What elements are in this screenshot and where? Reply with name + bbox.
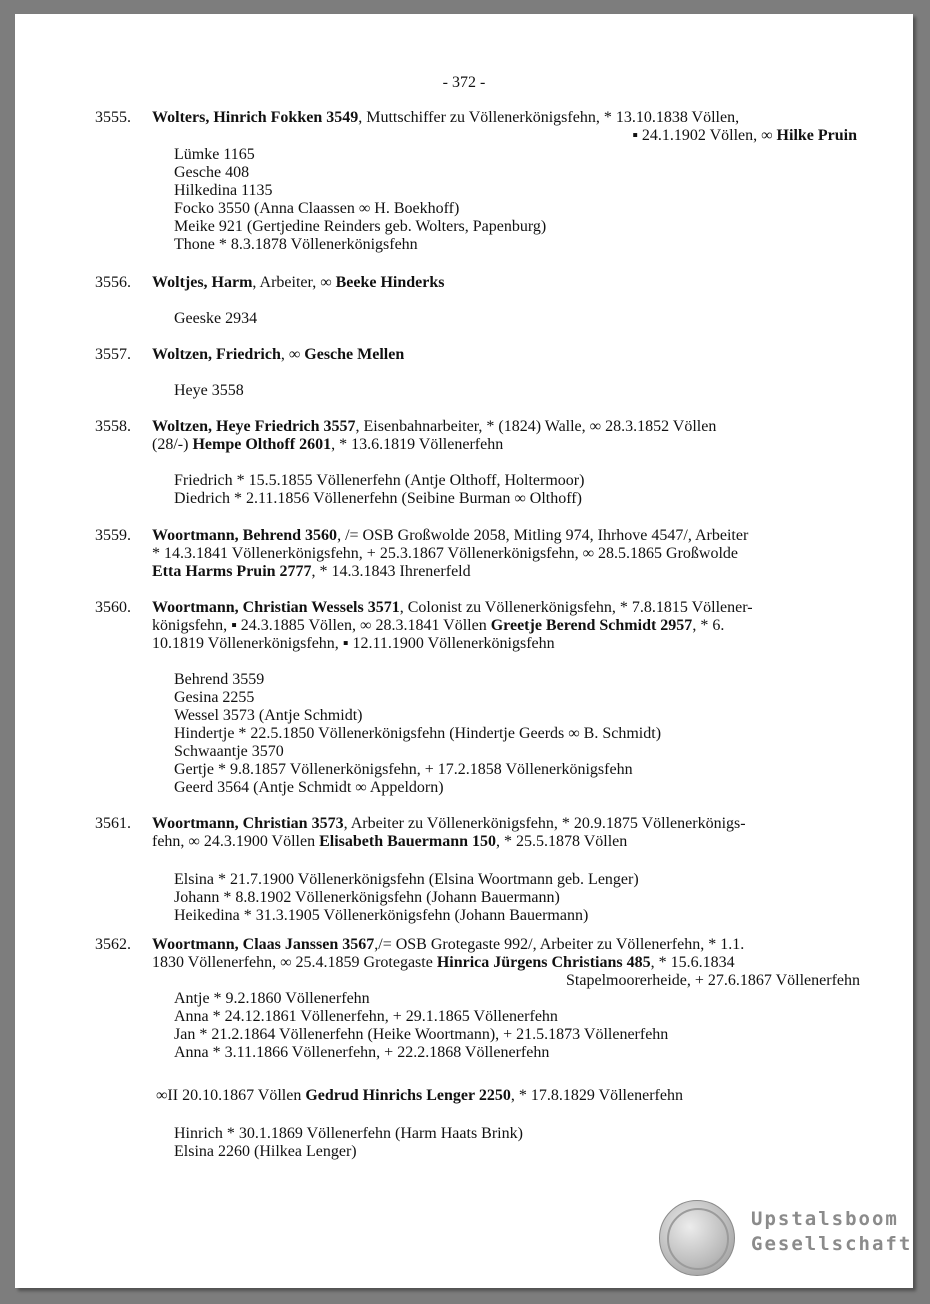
child-line: Jan * 21.2.1864 Völlenerfehn (Heike Woortmann), + 21.5.1873 Völlenerfehn	[174, 1026, 669, 1043]
entry-line	[152, 563, 471, 581]
entry-number: 3558.	[95, 418, 131, 435]
name-bold: Woltzen, Heye Friedrich 3557	[152, 418, 356, 435]
child-line: Wessel 3573 (Antje Schmidt)	[174, 707, 363, 724]
text-segment: * 14.3.1841 Völlenerkönigsfehn, + 25.3.1867 Völlenerkönigsfehn, ∞ 28.5.1865 Großwolde	[152, 545, 738, 562]
entry-number: 3560.	[95, 599, 131, 616]
name-bold: Gedrud Hinrichs Lenger 2250	[305, 1087, 511, 1104]
entry-line	[152, 109, 739, 127]
child-line: Thone * 8.3.1878 Völlenerkönigsfehn	[174, 236, 418, 253]
name-bold: Woltzen, Friedrich	[152, 346, 281, 363]
logo-line-2: Gesellschaft	[751, 1233, 913, 1255]
text-segment: , * 13.6.1819 Völlenerfehn	[331, 436, 504, 453]
child-line: Gesche 408	[174, 164, 250, 181]
child-line: Anna * 24.12.1861 Völlenerfehn, + 29.1.1865 Völlenerfehn	[174, 1008, 558, 1025]
entry-line	[152, 436, 503, 454]
entry-line	[152, 274, 445, 292]
name-bold: Hilke Pruin	[776, 127, 857, 144]
entry-number: 3557.	[95, 346, 131, 363]
child-line: Anna * 3.11.1866 Völlenerfehn, + 22.2.1868 Völlenerfehn	[174, 1044, 550, 1061]
text-segment: ,/= OSB Grotegaste 992/, Arbeiter zu Völlenerfehn, * 1.1.	[374, 936, 745, 953]
text-segment: , /= OSB Großwolde 2058, Mitling 974, Ihrhove 4547/, Arbeiter	[337, 527, 749, 544]
child-line: Hinrich * 30.1.1869 Völlenerfehn (Harm Haats Brink)	[174, 1125, 523, 1142]
text-segment: königsfehn, ▪ 24.3.1885 Völlen, ∞ 28.3.1841 Völlen	[152, 617, 491, 634]
text-segment: , * 17.8.1829 Völlenerfehn	[510, 1087, 683, 1104]
name-bold: Woortmann, Claas Janssen 3567	[152, 936, 375, 953]
child-line: Elsina 2260 (Hilkea Lenger)	[174, 1143, 357, 1160]
child-line: Heye 3558	[174, 382, 244, 399]
text-segment: , * 6.	[692, 617, 725, 634]
text-segment: , Muttschiffer zu Völlenerkönigsfehn, * 13.10.1838 Völlen,	[358, 109, 740, 126]
text-segment: 1830 Völlenerfehn, ∞ 25.4.1859 Grotegaste	[152, 954, 437, 971]
society-logo	[659, 1200, 913, 1280]
entry-line	[152, 527, 748, 545]
text-segment: , Arbeiter, ∞	[252, 274, 336, 291]
child-line: Geeske 2934	[174, 310, 258, 327]
name-bold: Woortmann, Behrend 3560	[152, 527, 338, 544]
entry-number: 3561.	[95, 815, 131, 832]
logo-line-1: Upstalsboom	[751, 1208, 899, 1230]
entry-line	[152, 418, 716, 436]
child-line: Elsina * 21.7.1900 Völlenerkönigsfehn (Elsina Woortmann geb. Lenger)	[174, 871, 639, 888]
entry-line	[152, 346, 404, 364]
text-segment: , Eisenbahnarbeiter, * (1824) Walle, ∞ 28.3.1852 Völlen	[355, 418, 717, 435]
text-segment: Stapelmoorerheide, + 27.6.1867 Völlenerfehn	[566, 972, 860, 989]
child-line: Hilkedina 1135	[174, 182, 273, 199]
text-segment: (28/-)	[152, 436, 193, 453]
entry-line	[152, 599, 753, 617]
text-segment: ∞II 20.10.1867 Völlen	[156, 1087, 306, 1104]
entry-number: 3562.	[95, 936, 131, 953]
child-line: Hindertje * 22.5.1850 Völlenerkönigsfehn (Hindertje Geerds ∞ B. Schmidt)	[174, 725, 662, 742]
entry-line	[152, 617, 724, 635]
entry-line	[152, 833, 627, 851]
name-bold: Elisabeth Bauermann 150	[319, 833, 497, 850]
text-segment: ▪ 24.1.1902 Völlen, ∞	[632, 127, 777, 144]
child-line: Johann * 8.8.1902 Völlenerkönigsfehn (Johann Bauermann)	[174, 889, 560, 906]
name-bold: Woltjes, Harm	[152, 274, 253, 291]
child-line: Gesina 2255	[174, 689, 255, 706]
entry-line	[152, 545, 738, 563]
entry-line	[152, 635, 555, 653]
name-bold: Woortmann, Christian Wessels 3571	[152, 599, 400, 616]
name-bold: Etta Harms Pruin 2777	[152, 563, 312, 580]
name-bold: Woortmann, Christian 3573	[152, 815, 344, 832]
child-line: Meike 921 (Gertjedine Reinders geb. Wolters, Papenburg)	[174, 218, 547, 235]
seal-emblem-icon	[659, 1200, 735, 1276]
text-segment: , * 25.5.1878 Völlen	[496, 833, 628, 850]
entry-line	[632, 127, 857, 145]
text-segment: , Arbeiter zu Völlenerkönigsfehn, * 20.9.1875 Völlenerkönigs-	[343, 815, 746, 832]
child-line: Focko 3550 (Anna Claassen ∞ H. Boekhoff)	[174, 200, 460, 217]
text-segment: , * 15.6.1834	[650, 954, 735, 971]
text-segment: 10.1819 Völlenerkönigsfehn, ▪ 12.11.1900 Völlenerkönigsfehn	[152, 635, 555, 652]
name-bold: Beeke Hinderks	[335, 274, 445, 291]
entry-number: 3556.	[95, 274, 131, 291]
child-line: Gertje * 9.8.1857 Völlenerkönigsfehn, + 17.2.1858 Völlenerkönigsfehn	[174, 761, 633, 778]
name-bold: Hinrica Jürgens Christians 485	[436, 954, 651, 971]
child-line: Lümke 1165	[174, 146, 255, 163]
name-bold: Greetje Berend Schmidt 2957	[490, 617, 693, 634]
name-bold: Hempe Olthoff 2601	[192, 436, 332, 453]
page-number: - 372 -	[442, 74, 486, 91]
name-bold: Gesche Mellen	[304, 346, 405, 363]
child-line: Behrend 3559	[174, 671, 265, 688]
child-line: Antje * 9.2.1860 Völlenerfehn	[174, 990, 370, 1007]
child-line: Friedrich * 15.5.1855 Völlenerfehn (Antje Olthoff, Holtermoor)	[174, 472, 585, 489]
entry-line	[152, 815, 746, 833]
child-line: Schwaantje 3570	[174, 743, 284, 760]
second-marriage-line	[156, 1087, 683, 1105]
child-line: Heikedina * 31.3.1905 Völlenerkönigsfehn (Johann Bauermann)	[174, 907, 589, 924]
text-segment: , * 14.3.1843 Ihrenerfeld	[311, 563, 471, 580]
text-segment: fehn, ∞ 24.3.1900 Völlen	[152, 833, 320, 850]
entry-line	[152, 936, 744, 954]
entry-line	[566, 972, 860, 990]
name-bold: Wolters, Hinrich Fokken 3549	[152, 109, 359, 126]
entry-line	[152, 954, 735, 972]
document-page	[15, 14, 913, 1288]
child-line: Diedrich * 2.11.1856 Völlenerfehn (Seibine Burman ∞ Olthoff)	[174, 490, 582, 507]
text-segment: , Colonist zu Völlenerkönigsfehn, * 7.8.1815 Völlener-	[399, 599, 753, 616]
entry-number: 3559.	[95, 527, 131, 544]
entry-number: 3555.	[95, 109, 131, 126]
child-line: Geerd 3564 (Antje Schmidt ∞ Appeldorn)	[174, 779, 444, 796]
text-segment: , ∞	[280, 346, 305, 363]
